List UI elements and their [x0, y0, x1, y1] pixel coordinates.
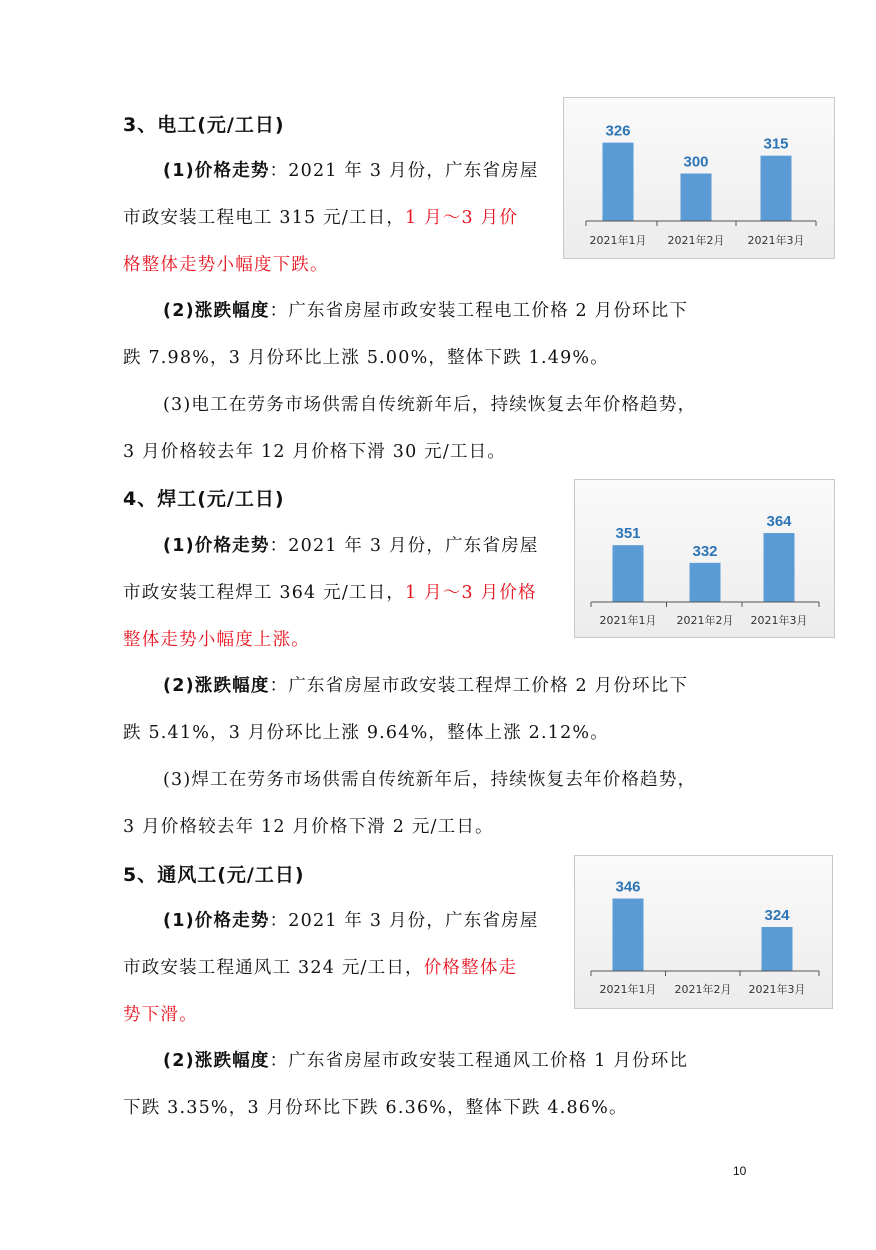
data-label-3: 364	[766, 513, 792, 531]
bar-2	[690, 563, 721, 602]
bar-chart-svg	[564, 98, 834, 258]
page-number: 10	[733, 1164, 747, 1178]
trend-line-1: (1)价格走势：2021 年 3 月份，广东省房屋	[163, 536, 539, 556]
trend-label: (1)价格走势	[163, 536, 270, 556]
data-label-1: 326	[605, 122, 631, 140]
category-label-2: 2021年2月	[674, 983, 732, 996]
bar-3	[764, 533, 795, 602]
note-line-1: (3)焊工在劳务市场供需自传统新年后，持续恢复去年价格趋势，	[163, 770, 697, 790]
category-label-2: 2021年2月	[676, 614, 734, 627]
trend-line-2: 市政安装工程通风工 324 元/工日，价格整体走	[123, 958, 518, 978]
category-label-3: 2021年3月	[747, 234, 805, 247]
section-heading-ventilation: 5、通风工(元/工日)	[123, 864, 305, 886]
trend-line-3: 势下滑。	[123, 1005, 198, 1025]
change-line-2: 跌 5.41%，3 月份环比上涨 9.64%，整体上涨 2.12%。	[123, 723, 609, 743]
change-line-2: 跌 7.98%，3 月份环比上涨 5.00%，整体下跌 1.49%。	[123, 348, 609, 368]
chart-electrician	[563, 97, 835, 259]
chart-welder	[574, 479, 835, 638]
trend-line-2: 市政安装工程焊工 364 元/工日，1 月～3 月价格	[123, 583, 537, 603]
data-label-2: 300	[683, 153, 709, 171]
trend-highlight: 价格整体走	[423, 958, 518, 978]
bar-1	[613, 899, 644, 971]
category-label-3: 2021年3月	[750, 614, 808, 627]
bar-chart-svg	[575, 480, 834, 637]
change-line-1: (2)涨跌幅度：广东省房屋市政安装工程通风工价格 1 月份环比	[163, 1051, 689, 1071]
bar-1	[613, 545, 644, 602]
category-label-2: 2021年2月	[667, 234, 725, 247]
trend-line-3: 格整体走势小幅度下跌。	[123, 255, 329, 275]
change-line-1: (2)涨跌幅度：广东省房屋市政安装工程焊工价格 2 月份环比下	[163, 676, 689, 696]
trend-line-1: (1)价格走势：2021 年 3 月份，广东省房屋	[163, 161, 539, 181]
data-label-1: 351	[615, 525, 641, 543]
bar-1	[603, 143, 634, 221]
trend-highlight: 1 月～3 月价	[405, 208, 519, 228]
note-line-1: (3)电工在劳务市场供需自传统新年后，持续恢复去年价格趋势，	[163, 395, 697, 415]
trend-label: (1)价格走势	[163, 911, 270, 931]
data-label-3: 315	[763, 135, 789, 153]
category-label-3: 2021年3月	[748, 983, 806, 996]
trend-line-3: 整体走势小幅度上涨。	[123, 630, 310, 650]
chart-ventilation	[574, 855, 833, 1009]
section-heading-welder: 4、焊工(元/工日)	[123, 488, 285, 510]
data-label-1: 346	[615, 878, 641, 896]
trend-line-2: 市政安装工程电工 315 元/工日，1 月～3 月价	[123, 208, 519, 228]
change-label: (2)涨跌幅度	[163, 301, 270, 321]
data-label-3: 324	[764, 907, 790, 924]
category-label-1: 2021年1月	[599, 614, 657, 627]
note-line-2: 3 月价格较去年 12 月价格下滑 30 元/工日。	[123, 442, 507, 462]
category-label-1: 2021年1月	[589, 234, 647, 247]
category-label-1: 2021年1月	[599, 983, 657, 996]
data-label-2: 332	[692, 542, 718, 560]
trend-highlight: 1 月～3 月价格	[405, 583, 537, 603]
bar-chart-svg	[575, 856, 832, 1008]
change-label: (2)涨跌幅度	[163, 676, 270, 696]
change-line-1: (2)涨跌幅度：广东省房屋市政安装工程电工价格 2 月份环比下	[163, 301, 689, 321]
trend-line-1: (1)价格走势：2021 年 3 月份，广东省房屋	[163, 911, 539, 931]
bar-2	[681, 174, 712, 222]
change-label: (2)涨跌幅度	[163, 1051, 270, 1071]
bar-3	[761, 156, 792, 221]
bar-3	[762, 927, 793, 971]
note-line-2: 3 月价格较去年 12 月价格下滑 2 元/工日。	[123, 817, 494, 837]
change-line-2: 下跌 3.35%，3 月份环比下跌 6.36%，整体下跌 4.86%。	[123, 1098, 628, 1118]
section-heading-electrician: 3、电工(元/工日)	[123, 114, 285, 136]
trend-label: (1)价格走势	[163, 161, 270, 181]
